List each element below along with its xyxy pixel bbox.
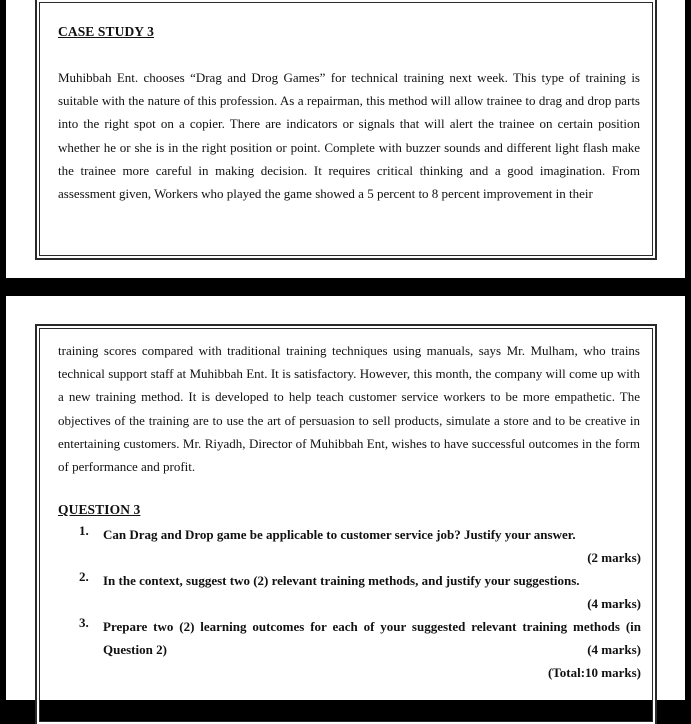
case-study-paragraph-2: training scores compared with traditional training techniques using manuals, says Mr. Mulham, who trains technical support staff at Muhibbah Ent. It is satisfactory. However, this month, the company will come up with a new training method. It is developed to help teach customer service workers to be more empathetic. The objectives of the training are to use the art of persuasion to sell products, simulate a store and to be creative in entertaining customers. Mr. Riyadh, Director of Muhibbah Ent, wishes to have successful outcomes in the form of performance and profit. [58, 343, 640, 475]
case-study-title: CASE STUDY 3 [58, 24, 154, 39]
question-item-1 [79, 523, 641, 569]
question-number: 1. [79, 523, 89, 538]
question-number: 3. [79, 615, 89, 630]
question-list [79, 523, 641, 684]
question-number: 2. [79, 569, 89, 584]
question-text: Prepare two (2) learning outcomes for each of your suggested relevant training methods (in Question 2) [103, 619, 641, 657]
case-study-paragraph-1: Muhibbah Ent. chooses “Drag and Drog Games” for technical training next week. This type of training is suitable with the nature of this profession. As a repairman, this method will allow trainee to drag and drop parts into the right spot on a copier. There are indicators or signals that will alert the trainee on certain position whether he or she is in the right position or point. Complete with buzzer sounds and different light flash make the trainee more careful in making decision. It requires critical thinking and a good imagination. From assessment given, Workers who played the game showed a 5 percent to 8 percent improvement in their [58, 70, 640, 202]
question-marks: (4 marks) [587, 642, 641, 657]
document-page-bottom [6, 296, 685, 700]
question-title: QUESTION 3 [58, 502, 141, 517]
document-page-top [6, 0, 685, 278]
total-marks: (Total:10 marks) [547, 665, 641, 680]
question-marks: (2 marks) [587, 550, 641, 565]
question-text: Can Drag and Drop game be applicable to customer service job? Justify your answer. [103, 527, 576, 542]
question-marks: (4 marks) [587, 596, 641, 611]
question-item-2 [79, 569, 641, 615]
question-item-3 [79, 615, 641, 661]
question-text: In the context, suggest two (2) relevant training methods, and justify your suggestions. [103, 573, 580, 588]
